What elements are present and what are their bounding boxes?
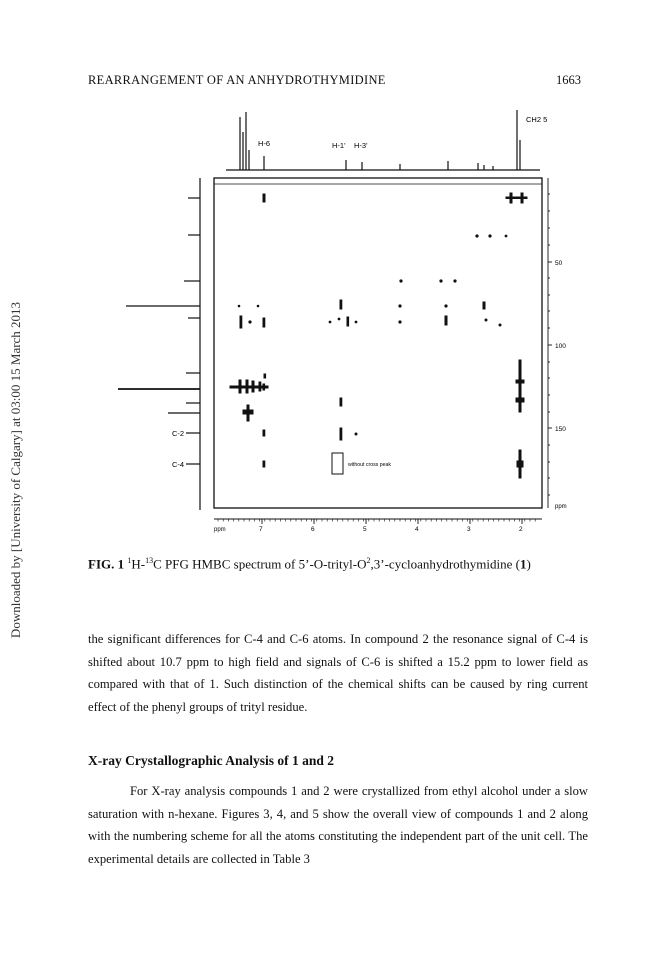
cross-peak	[355, 321, 357, 323]
cross-peak	[340, 300, 342, 309]
cross-peak	[259, 382, 261, 391]
label-h6: H-6	[258, 139, 271, 148]
cross-peak	[521, 193, 523, 203]
label-ch2-5: CH2 5	[526, 115, 548, 124]
carbon-projection	[118, 178, 200, 510]
cross-peak	[239, 380, 241, 393]
x-axis-unit: ppm	[214, 527, 226, 533]
spectrum-frame	[214, 178, 542, 508]
cross-peak	[485, 319, 487, 321]
cross-peak	[483, 302, 485, 309]
label-h1: H-1'	[332, 141, 346, 150]
cross-peak	[510, 193, 512, 203]
cross-peak	[329, 321, 331, 323]
cross-peak	[489, 235, 491, 237]
section-heading: X-ray Crystallographic Analysis of 1 and 2	[88, 753, 335, 768]
y-axis	[548, 178, 552, 508]
figure-caption: FIG. 1 $^1$H-$^{13}$C PFG HMBC spectrum of $5’-O-trityl-O^2,3$’-cycloanhydrothymidine (1)	[88, 556, 531, 572]
cross-peak	[355, 433, 357, 435]
legend-box-icon	[332, 453, 343, 474]
cross-peak	[400, 280, 402, 282]
cross-peak	[445, 305, 447, 307]
cross-peak	[440, 280, 442, 282]
label-c2: C-2	[172, 429, 185, 438]
running-title: REARRANGEMENT OF AN ANHYDROTHYMIDINE	[88, 73, 386, 87]
legend-label: without cross peak	[348, 462, 391, 468]
x-tick-2: 2	[519, 526, 523, 533]
y-tick-50: 50	[555, 260, 563, 267]
cross-peak	[263, 461, 265, 467]
cross-peak	[516, 380, 524, 383]
cross-peak	[257, 305, 259, 307]
x-tick-5: 5	[363, 526, 367, 533]
cross-peak	[499, 324, 501, 326]
label-h3: H-3'	[354, 141, 368, 150]
cross-peak	[454, 280, 456, 282]
y-tick-150: 150	[555, 426, 566, 433]
cross-peak	[399, 321, 401, 323]
cross-peak	[246, 380, 248, 393]
cross-peak	[338, 318, 340, 320]
cross-peak	[249, 321, 251, 323]
x-tick-6: 6	[311, 526, 315, 533]
x-tick-7: 7	[259, 526, 263, 533]
cross-peak	[264, 374, 266, 378]
cross-peak	[347, 317, 349, 326]
cross-peak	[238, 305, 240, 307]
cross-peak	[263, 384, 265, 390]
x-tick-3: 3	[467, 526, 471, 533]
paragraph-chemical-shifts: the significant differences for C-4 and C-6 atoms. In compound 2 the resonance signal of C-4 is shifted about 10.7 ppm to high field and signals of C-6 is shifted a 15.2 ppm to lower field as compared with that of 1. Such distinction of the chemical shifts can be caused by ring current effect of the phenyl groups of trityl residue.	[88, 632, 588, 714]
cross-peak	[505, 235, 507, 237]
cross-peak	[519, 360, 521, 412]
download-watermark: Downloaded by [University of Calgary] at 03:00 15 March 2013	[8, 301, 23, 639]
proton-projection	[226, 110, 540, 170]
cross-peak	[252, 381, 254, 392]
cross-peak	[516, 398, 524, 402]
cross-peak	[445, 316, 447, 325]
cross-peak	[230, 386, 268, 388]
cross-peak	[247, 405, 249, 421]
cross-peak	[243, 410, 253, 414]
cross-peak	[340, 398, 342, 406]
cross-peak	[263, 194, 265, 202]
cross-peak	[240, 316, 242, 328]
x-tick-4: 4	[415, 526, 419, 533]
cross-peak	[519, 450, 521, 478]
cross-peak	[263, 318, 265, 327]
cross-peak	[340, 428, 342, 440]
cross-peak	[399, 305, 401, 307]
paragraph-xray: For X-ray analysis compounds 1 and 2 were crystallized from ethyl alcohol under a slow saturation with n-hexane. Figures 3, 4, and 5 show the overall view of compounds 1 and 2 along with the numbering scheme for all the atoms constituting the independent part of the unit cell. The experimental details are collected in Table 3	[88, 784, 588, 866]
page-number: 1663	[556, 73, 581, 87]
y-axis-unit: ppm	[555, 504, 567, 510]
cross-peak	[263, 430, 265, 436]
caption-label: FIG. 1	[88, 556, 125, 572]
cross-peaks	[230, 193, 527, 478]
cross-peak	[517, 461, 523, 467]
caption-sup: 1	[127, 556, 132, 565]
cross-peak	[517, 197, 527, 199]
cross-peak	[506, 197, 516, 199]
label-c4: C-4	[172, 460, 185, 469]
cross-peak	[476, 235, 478, 237]
y-tick-100: 100	[555, 343, 566, 350]
x-axis	[214, 519, 542, 524]
